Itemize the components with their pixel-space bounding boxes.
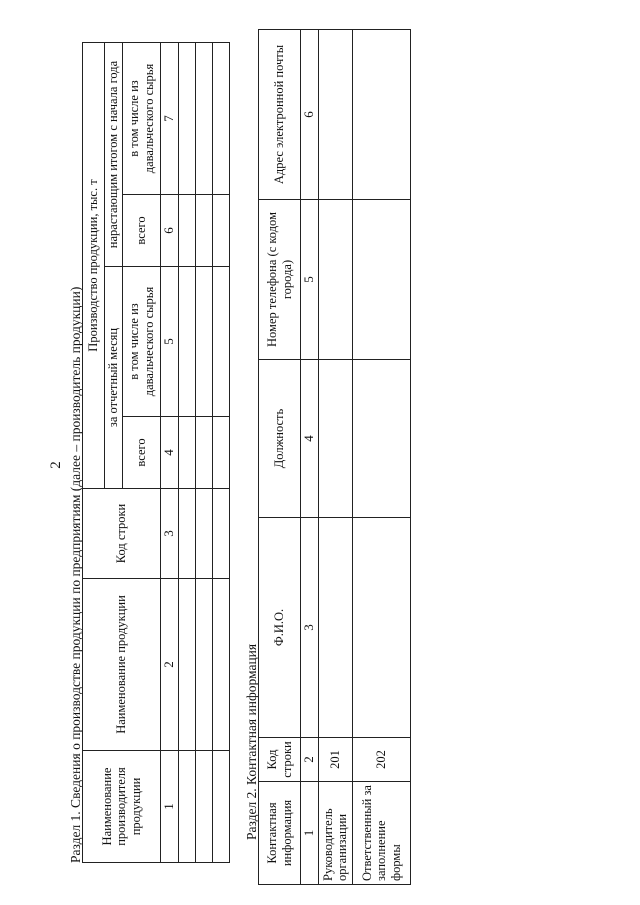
contact-label: Ответственный за заполнение формы <box>352 782 410 885</box>
table-row <box>212 42 229 862</box>
header-position: Должность <box>259 360 301 518</box>
contact-code: 202 <box>352 738 410 782</box>
col-number: 4 <box>301 360 319 518</box>
table-row <box>352 30 410 885</box>
header-ytd-total: всего <box>123 195 161 267</box>
table-row <box>318 30 352 885</box>
col-number: 3 <box>301 518 319 738</box>
col-number: 4 <box>161 417 179 489</box>
col-number: 2 <box>161 579 179 751</box>
production-table <box>82 42 230 863</box>
section1-title: Раздел 1. Сведения о производстве продукции по предприятиям (далее – производитель продукции) <box>68 286 83 863</box>
header-phone: Номер телефона (с кодом города) <box>259 200 301 360</box>
header-contact: Контактная информация <box>259 782 301 885</box>
header-producer: Наименование производителя продукции <box>83 751 161 863</box>
col-number: 2 <box>301 738 319 782</box>
col-number: 7 <box>161 42 179 194</box>
col-number: 3 <box>161 489 179 579</box>
col-number: 5 <box>161 267 179 417</box>
header-ytd: нарастающим итогом с начала года <box>105 42 123 266</box>
header-production: Производство продукции, тыс. т <box>83 42 105 488</box>
header-product: Наименование продукции <box>83 579 161 751</box>
header-fio: Ф.И.О. <box>259 518 301 738</box>
table-row <box>195 42 212 862</box>
col-number: 1 <box>161 751 179 863</box>
page-number: 2 <box>48 461 64 469</box>
header-code: Код строки <box>83 489 161 579</box>
section2-title: Раздел 2. Контактная информация <box>244 643 259 840</box>
header-code: Код строки <box>259 738 301 782</box>
header-email: Адрес электронной почты <box>259 30 301 200</box>
header-month-total: всего <box>123 417 161 489</box>
contact-table <box>258 29 411 885</box>
col-number: 1 <box>301 782 319 885</box>
contact-label: Руководитель организации <box>318 782 352 885</box>
table-row <box>178 42 195 862</box>
header-month: за отчетный месяц <box>105 267 123 489</box>
contact-code: 201 <box>318 738 352 782</box>
col-number: 5 <box>301 200 319 360</box>
header-ytd-incl: в том числе из давальческого сырья <box>123 42 161 194</box>
header-month-incl: в том числе из давальческого сырья <box>123 267 161 417</box>
col-number: 6 <box>301 30 319 200</box>
col-number: 6 <box>161 195 179 267</box>
